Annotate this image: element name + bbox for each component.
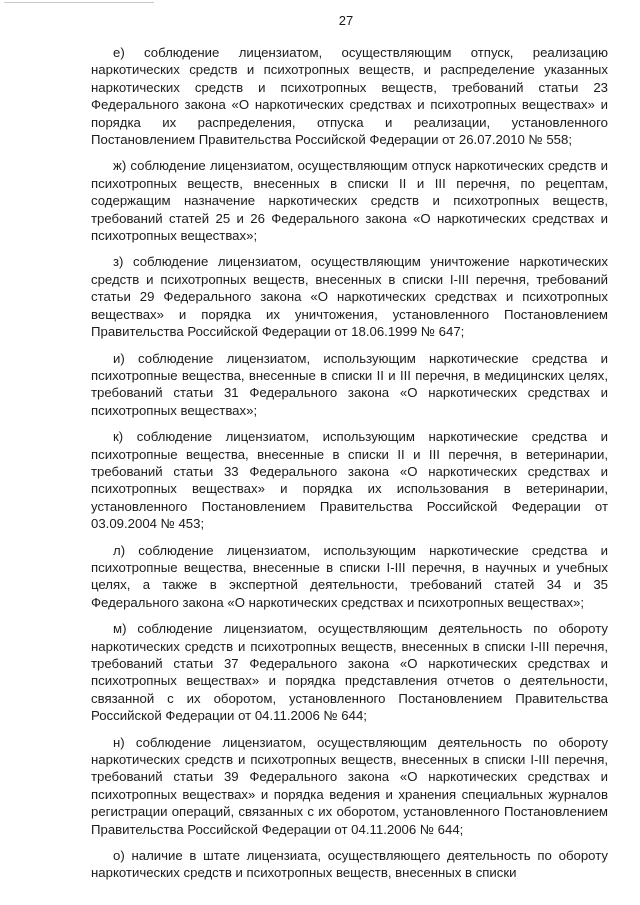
paragraph-i: и) соблюдение лицензиатом, использующим наркотические средства и психотропные вещества, внесенные в списки II и III перечня, в медицинских целях, требований статьи 31 Федерального закона «О наркотических средствах и психотропных веществах»; [91, 350, 608, 418]
document-body [91, 44, 608, 882]
paragraph-m: м) соблюдение лицензиатом, осуществляющим деятельность по обороту наркотических средств и психотропных веществ, внесенных в списки I-III перечня, требований статьи 37 Федерального закона «О наркотических средствах и психотропных веществах» и порядка представления отчетов о деятельности, связанной с их оборотом, установленного Постановлением Правительства Российской Федерации от 04.11.2006 № 644; [91, 621, 608, 724]
paragraph-k: к) соблюдение лицензиатом, использующим наркотические средства и психотропные вещества, внесенные в списки II и III перечня, в ветеринарии, требований статьи 33 Федерального закона «О наркотических средствах и психотропных веществах» и порядка их использования в ветеринарии, установленного Постановлением Правительства Российской Федерации от 03.09.2004 № 453; [91, 429, 608, 532]
paragraph-z: з) соблюдение лицензиатом, осуществляющим уничтожение наркотических средств и психотропных веществ, внесенных в списки I-III перечня, требований статьи 29 Федерального закона «О наркотических средствах и психотропных веществах» и порядка их уничтожения, установленного Постановлением Правительства Российской Федерации от 18.06.1999 № 647; [91, 254, 608, 340]
paragraph-e: е) соблюдение лицензиатом, осуществляющим отпуск, реализацию наркотических средств и психотропных веществ, и распределение указанных наркотических средств и психотропных веществ, требований статьи 23 Федерального закона «О наркотических средствах и психотропных веществах» и порядка их распределения, отпуска и реализации, установленного Постановлением Правительства Российской Федерации от 26.07.2010 № 558; [91, 45, 608, 148]
paragraph-l: л) соблюдение лицензиатом, использующим наркотические средства и психотропные вещества, внесенные в списки I-III перечня, в научных и учебных целях, а также в экспертной деятельности, требований статей 34 и 35 Федерального закона «О наркотических средствах и психотропных веществах»; [91, 542, 608, 610]
scan-edge-line [4, 2, 154, 3]
page-number: 27 [338, 13, 354, 28]
paragraph-n: н) соблюдение лицензиатом, осуществляющим деятельность по обороту наркотических средств и психотропных веществ, внесенных в списки I-III перечня, требований статьи 39 Федерального закона «О наркотических средствах и психотропных веществах» и порядка ведения и хранения специальных журналов регистрации операций, связанных с их оборотом, установленного Постановлением Правительства Российской Федерации от 04.11.2006 № 644; [91, 734, 608, 837]
paragraph-zh: ж) соблюдение лицензиатом, осуществляющим отпуск наркотических средств и психотропных веществ, внесенных в списки II и III перечня, по рецептам, содержащим назначение наркотических средств и психотропных веществ, требований статей 25 и 26 Федерального закона «О наркотических средствах и психотропных веществах»; [91, 158, 608, 244]
paragraph-o: о) наличие в штате лицензиата, осуществляющего деятельность по обороту наркотических средств и психотропных веществ, внесенных в списки [91, 848, 608, 881]
